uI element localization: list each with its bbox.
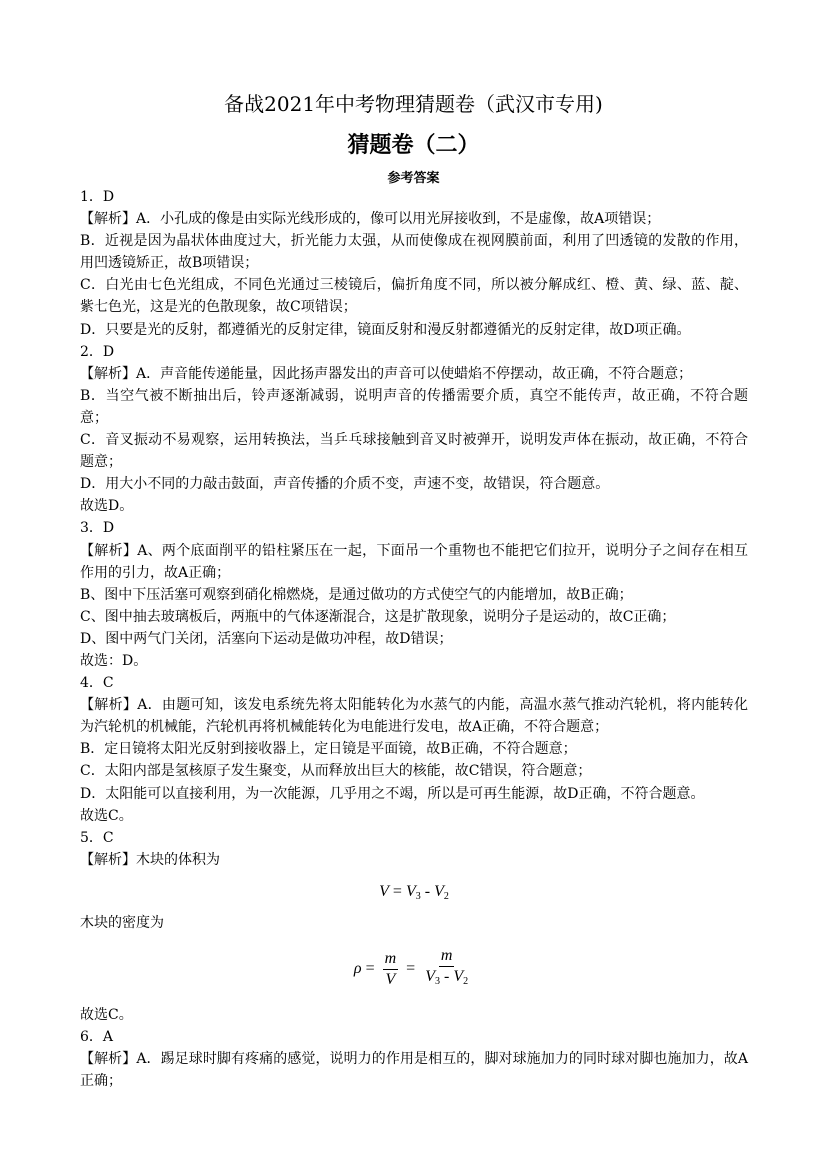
answer-line: 故选D。 (80, 498, 134, 515)
answer-line: 【解析】A．小孔成的像是由实际光线形成的，像可以用光屏接收到，不是虚像，故A项错误； (80, 211, 661, 228)
answer-line: C．白光由七色光组成，不同色光通过三棱镜后，偏折角度不同，所以被分解成红、橙、黄、绿、蓝、靛、紫七色光，这是光的色散现象，故C项错误； (80, 277, 748, 316)
fraction: $\frac{m}{V}$ (384, 949, 397, 988)
answer-line: C．音叉振动不易观察，运用转换法，当乒乓球接触到音叉时被弹开，说明发声体在振动，故正确，不符合题意； (80, 432, 748, 471)
answer-line: D、图中两气门关闭，活塞向下运动是做功冲程，故D错误； (80, 630, 453, 647)
answer-line: 3．D (80, 520, 115, 537)
answer-line: 2．D (80, 343, 115, 360)
density-formula: ρ = $\frac{m}{V}$ = $\frac{m}{V_3 - V_2}$ (80, 934, 748, 1004)
answer-line: 故选：D。 (80, 652, 148, 669)
document-subtitle: 猜题卷（二） (347, 133, 480, 158)
answer-line: D．只要是光的反射，都遵循光的反射定律，镜面反射和漫反射都遵循光的反射定律，故D项正确。 (80, 321, 691, 338)
answer-line: D．用大小不同的力敲击鼓面，声音传播的介质不变，声速不变，故错误，符合题意。 (80, 476, 610, 493)
answer-line: 5．C (80, 829, 114, 846)
answer-line: B．近视是因为晶状体曲度过大，折光能力太强，从而使像成在视网膜前面，利用了凹透镜的发散的作用，用凹透镜矫正，故B项错误； (80, 233, 748, 272)
answer-line: D．太阳能可以直接利用，为一次能源，几乎用之不竭，所以是可再生能源，故D正确，不符合题意。 (80, 785, 705, 802)
answer-line: 【解析】A．踢足球时脚有疼痛的感觉，说明力的作用是相互的，脚对球施加力的同时球对脚也施加力，故A正确； (80, 1051, 748, 1090)
answer-line: 6．A (80, 1029, 114, 1046)
answer-line: 【解析】木块的体积为 (80, 851, 220, 868)
answer-line: 故选C。 (80, 807, 133, 824)
answer-line: 木块的密度为 (80, 914, 164, 931)
answer-line: B、图中下压活塞可观察到硝化棉燃烧，是通过做功的方式使空气的内能增加，故B正确； (80, 586, 633, 603)
fraction: $\frac{m}{V_3 - V_2}$ (425, 947, 469, 987)
document-title: 备战2021年中考物理猜题卷（武汉市专用) (224, 92, 603, 116)
answer-line: 1．D (80, 189, 115, 205)
answer-line: C．太阳内部是氢核原子发生聚变，从而释放出巨大的核能，故C错误，符合题意； (80, 763, 592, 780)
answer-line: C、图中抽去玻璃板后，两瓶中的气体逐渐混合，这是扩散现象，说明分子是运动的，故C正确； (80, 608, 676, 625)
answer-line: 故选C。 (80, 1007, 133, 1023)
answer-body (80, 186, 748, 1092)
answer-line: 【解析】A．声音能传递能量，因此扬声器发出的声音可以使蜡焰不停摆动，故正确，不符合题意； (80, 365, 693, 382)
answer-line: 4．C (80, 675, 114, 692)
answer-line: B．定日镜将太阳光反射到接收器上，定日镜是平面镜，故B正确，不符合题意； (80, 741, 577, 758)
section-heading: 参考答案 (387, 171, 440, 186)
answer-line: 【解析】A．由题可知，该发电系统先将太阳能转化为水蒸气的内能，高温水蒸气推动汽轮机，将内能转化为汽轮机的机械能，汽轮机再将机械能转化为电能进行发电，故A正确，不符合题意； (80, 697, 748, 736)
answer-line: B．当空气被不断抽出后，铃声逐渐减弱，说明声音的传播需要介质，真空不能传声，故正确，不符合题意； (80, 387, 748, 426)
volume-formula: $V = V_3 - V_2$ (379, 882, 449, 902)
answer-line: 【解析】A、两个底面削平的铅柱紧压在一起，下面吊一个重物也不能把它们拉开，说明分子之间存在相互作用的引力，故A正确； (80, 542, 748, 581)
